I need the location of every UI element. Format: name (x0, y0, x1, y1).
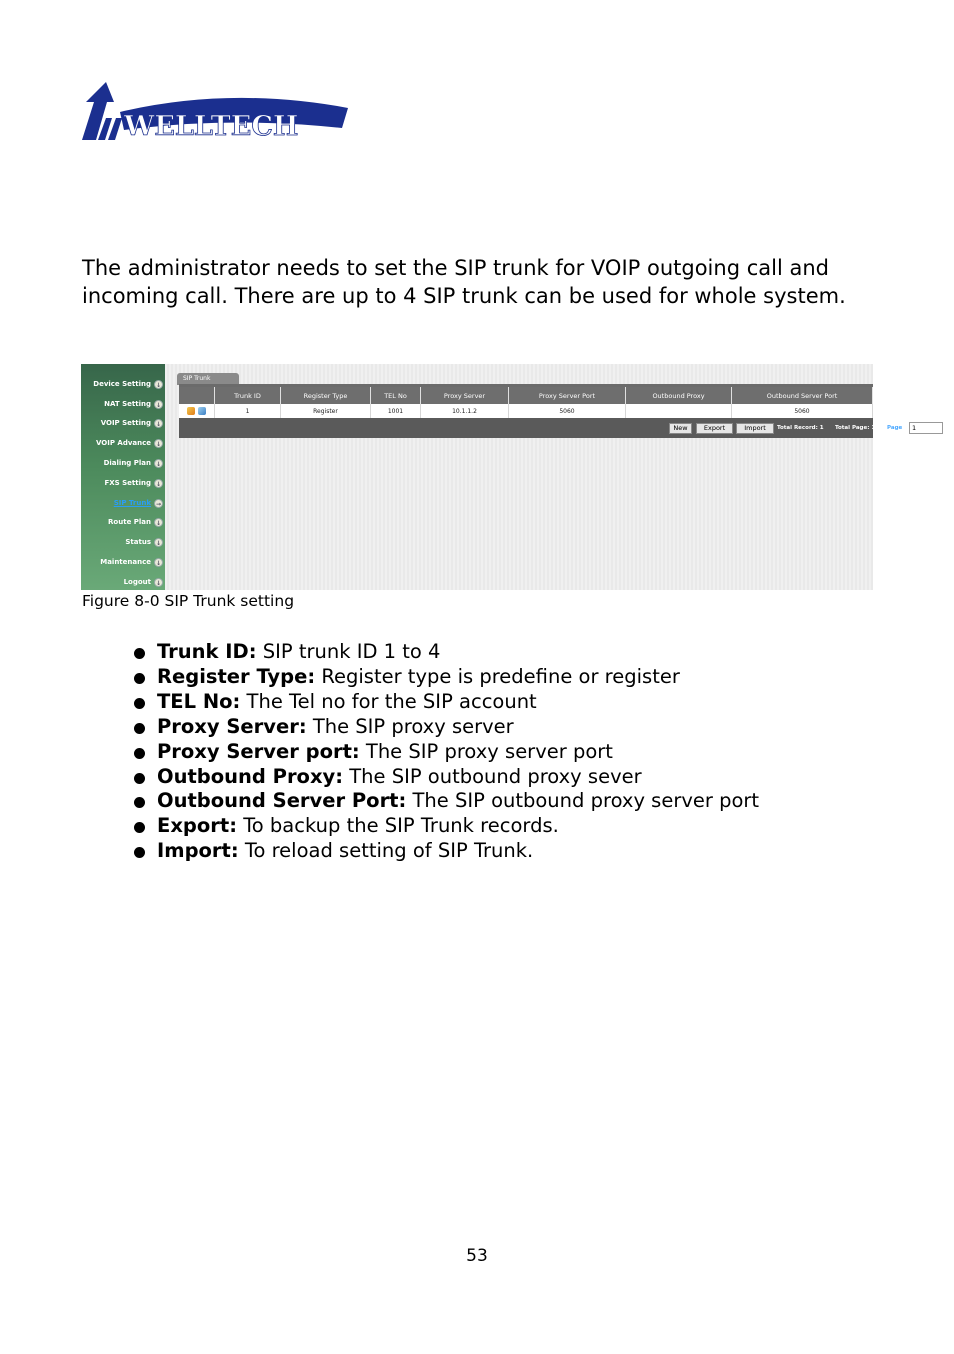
bullet-icon (134, 648, 145, 659)
term: Import: (157, 839, 239, 863)
term: Export: (157, 814, 237, 838)
row-actions (179, 404, 215, 418)
bullet-icon (134, 773, 145, 784)
list-item (134, 715, 759, 740)
arrow-circle-icon: ↓ (155, 420, 162, 428)
sidebar-label: Route Plan (108, 518, 151, 526)
sidebar-label: Logout (123, 578, 151, 586)
sidebar-label: VOIP Setting (100, 419, 151, 427)
cell-trunk-id: 1 (215, 404, 281, 418)
term: Outbound Server Port: (157, 789, 407, 813)
sidebar-label: SIP Trunk (113, 499, 151, 507)
cell-proxy-server-port: 5060 (509, 404, 626, 418)
arrow-circle-icon: ↓ (155, 559, 162, 567)
sidebar-label: FXS Setting (104, 479, 151, 487)
table-row (179, 404, 873, 418)
bullet-icon (134, 797, 145, 808)
bullet-icon (134, 723, 145, 734)
description: The SIP outbound proxy server port (406, 789, 760, 813)
term: Proxy Server: (157, 714, 307, 738)
page-number: 53 (466, 1246, 488, 1266)
cell-proxy-server: 10.1.1.2 (421, 404, 509, 418)
sidebar-item-nat-setting[interactable] (81, 397, 163, 411)
total-page: Total Page: 1 (835, 425, 876, 431)
sidebar-menu (81, 364, 165, 590)
term: Register Type: (157, 664, 316, 688)
list-item (134, 640, 759, 665)
sidebar-label: Maintenance (100, 558, 151, 566)
figure-caption: Figure 8-0 SIP Trunk setting (82, 592, 295, 610)
main-content (165, 364, 917, 590)
description: SIP trunk ID 1 to 4 (256, 640, 441, 663)
term: TEL No: (157, 689, 241, 713)
column-header-outbound-server-port: Outbound Server Port (732, 387, 873, 404)
arrow-circle-icon: ↓ (155, 401, 162, 409)
delete-icon[interactable] (198, 407, 206, 415)
description: The Tel no for the SIP account (240, 689, 537, 713)
sidebar-item-route-plan[interactable] (81, 515, 163, 529)
arrow-circle-icon: → (155, 500, 162, 508)
total-record: Total Record: 1 (777, 425, 824, 431)
field-description-list (134, 640, 759, 864)
sidebar-item-maintenance[interactable] (81, 555, 163, 569)
list-item (134, 814, 759, 839)
bullet-icon (134, 673, 145, 684)
sidebar-label: NAT Setting (104, 400, 151, 408)
column-header-tel-no: TEL No (371, 387, 421, 404)
arrow-circle-icon: ↓ (155, 539, 162, 547)
term: Proxy Server port: (157, 739, 360, 763)
welltech-logo (80, 78, 352, 144)
bullet-icon (134, 847, 145, 858)
sidebar-label: Dialing Plan (103, 459, 151, 467)
list-item (134, 789, 759, 814)
term: Trunk ID: (157, 640, 257, 663)
table-header (179, 387, 873, 404)
sidebar-item-voip-setting[interactable] (81, 416, 163, 430)
page-label: Page (887, 425, 903, 431)
column-header-proxy-server: Proxy Server (421, 387, 509, 404)
bullet-icon (134, 698, 145, 709)
column-header-outbound-proxy: Outbound Proxy (626, 387, 732, 404)
description: To reload setting of SIP Trunk. (238, 839, 534, 863)
sidebar-item-status[interactable] (81, 535, 163, 549)
intro-paragraph: The administrator needs to set the SIP trunk for VOIP outgoing call and incoming call. There are up to 4 SIP trunk can be used for whole system. (82, 256, 846, 308)
arrow-circle-icon: ↓ (155, 579, 162, 587)
bullet-icon (134, 822, 145, 833)
sidebar-label: Status (125, 538, 151, 546)
cell-outbound-server-port: 5060 (732, 404, 873, 418)
sidebar-item-fxs-setting[interactable] (81, 476, 163, 490)
arrow-circle-icon: ↓ (155, 460, 162, 468)
export-button[interactable]: Export (696, 423, 733, 434)
sidebar-item-voip-advance[interactable] (81, 436, 163, 450)
new-button[interactable]: New (669, 423, 692, 434)
sip-trunk-screenshot (81, 364, 917, 590)
bullet-icon (134, 748, 145, 759)
list-item (134, 665, 759, 690)
description: The SIP outbound proxy sever (343, 764, 642, 788)
list-item (134, 839, 759, 864)
sidebar-item-device-setting[interactable] (81, 377, 163, 391)
svg-text:WELLTECH: WELLTECH (124, 111, 299, 142)
column-header-proxy-server-port: Proxy Server Port (509, 387, 626, 404)
import-button[interactable]: Import (736, 423, 774, 434)
arrow-circle-icon: ↓ (155, 440, 162, 448)
description: The SIP proxy server port (359, 739, 613, 763)
term: Outbound Proxy: (157, 764, 344, 788)
sidebar-label: Device Setting (93, 380, 151, 388)
column-header-actions (179, 387, 215, 404)
list-item (134, 740, 759, 765)
description: To backup the SIP Trunk records. (237, 814, 559, 838)
list-item (134, 690, 759, 715)
arrow-circle-icon: ↓ (155, 480, 162, 488)
list-item (134, 765, 759, 790)
arrow-circle-icon: ↓ (155, 519, 162, 527)
arrow-circle-icon: ↓ (155, 381, 162, 389)
cell-register-type: Register (281, 404, 371, 418)
sidebar-item-dialing-plan[interactable] (81, 456, 163, 470)
sidebar-label: VOIP Advance (95, 439, 151, 447)
column-header-register-type: Register Type (281, 387, 371, 404)
edit-icon[interactable] (187, 407, 195, 415)
cell-outbound-proxy (626, 404, 732, 418)
cell-tel-no: 1001 (371, 404, 421, 418)
sidebar-item-logout[interactable] (81, 575, 163, 589)
tab-sip-trunk[interactable]: SIP Trunk (177, 373, 239, 385)
page-input[interactable]: 1 (909, 422, 943, 434)
description: Register type is predefine or register (315, 664, 680, 688)
column-header-trunk-id: Trunk ID (215, 387, 281, 404)
description: The SIP proxy server (306, 714, 514, 738)
sidebar-item-sip-trunk[interactable] (81, 496, 163, 510)
